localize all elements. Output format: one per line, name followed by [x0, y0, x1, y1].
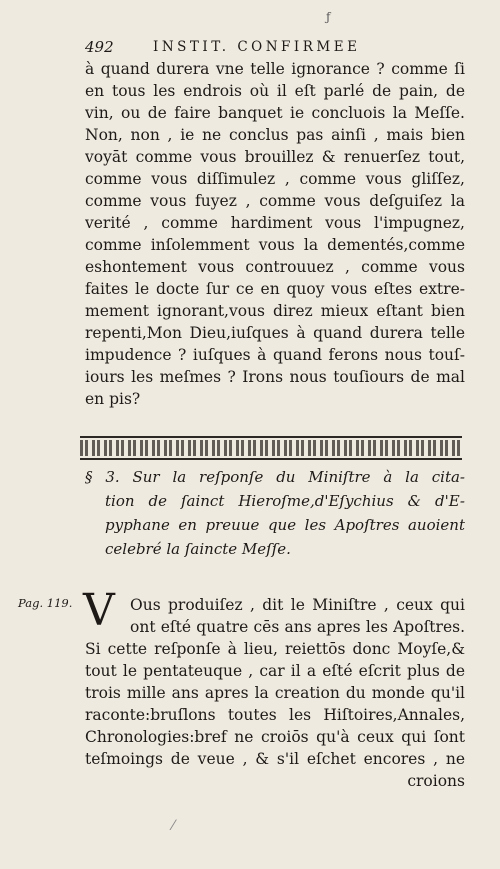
text-line: tout le pentateuque , car il a eſté eſcrit plus de — [85, 662, 465, 680]
page-header — [85, 38, 465, 60]
stray-mark: ⁄ — [172, 818, 175, 834]
text-line: eshontement vous controuuez , comme vous — [85, 258, 465, 276]
text-line: verité , comme hardiment vous l'impugnez, — [85, 214, 465, 232]
text-line: raconte:bruſlons toutes les Hiſtoires,Annales, — [85, 706, 465, 724]
catchword: croions — [407, 772, 465, 790]
text-line: ont eſté quatre cēs ans apres les Apoſtres. — [130, 618, 465, 636]
section-heading-line: § 3. Sur la reſponſe du Miniſtre à la cita- — [85, 468, 465, 486]
section-heading-line: celebré la ſaincte Meſſe. — [105, 540, 291, 558]
text-line: teſmoings de veue , & s'il eſchet encores , ne — [85, 750, 465, 768]
drop-cap: V — [83, 585, 115, 636]
text-line: Chronologies:bref ne croiōs qu'à ceux qui ſont — [85, 728, 465, 746]
section-heading-line: pyphane en preuue que les Apoſtres auoient — [105, 516, 465, 534]
body-paragraph-2 — [85, 594, 465, 792]
text-line: Non, non , ie ne conclus pas ainſi , mais bien — [85, 126, 465, 144]
text-line: impudence ? iuſques à quand ferons nous touſ- — [85, 346, 465, 364]
text-line: comme inſolemment vous la dementés,comme — [85, 236, 465, 254]
text-line: faites le docte ſur ce en quoy vous eſtes extre- — [85, 280, 465, 298]
body-paragraph — [85, 58, 465, 410]
section-heading — [85, 465, 465, 561]
text-line: en pis? — [85, 390, 141, 408]
text-line: à quand durera vne telle ignorance ? comme ſi — [85, 60, 465, 78]
text-line: voyāt comme vous brouillez & renuerſez tout, — [85, 148, 465, 166]
running-title: INSTIT. CONFIRMEE — [153, 39, 361, 55]
text-line: trois mille ans apres la creation du monde qu'il — [85, 684, 465, 702]
section-heading-line: tion de ſainct Hieroſme,d'Eſychius & d'E- — [105, 492, 465, 510]
text-line: comme vous fuyez , comme vous deſguiſez la — [85, 192, 465, 210]
margin-note: Pag. 119. — [18, 596, 73, 610]
text-line: repenti,Mon Dieu,iuſques à quand durera telle — [85, 324, 465, 342]
ornament-pattern — [80, 440, 462, 456]
text-line: comme vous diſſimulez , comme vous gliſſez, — [85, 170, 465, 188]
text-line: vin, ou de faire banquet ie concluois la Meſſe. — [85, 104, 465, 122]
page-number: 492 — [85, 38, 114, 56]
text-line: mement ignorant,vous direz mieux eſtant bien — [85, 302, 465, 320]
text-line: Ous produiſez , dit le Miniſtre , ceux qui — [130, 596, 465, 614]
printer-mark: ƒ — [326, 10, 331, 24]
text-line: iours les meſmes ? Irons nous touſiours de mal — [85, 368, 465, 386]
ornament-band — [80, 436, 462, 460]
text-line: en tous les endrois où il eſt parlé de pain, de — [85, 82, 465, 100]
text-line: Si cette reſponſe à lieu, reiettōs donc Moyſe,& — [85, 640, 465, 658]
